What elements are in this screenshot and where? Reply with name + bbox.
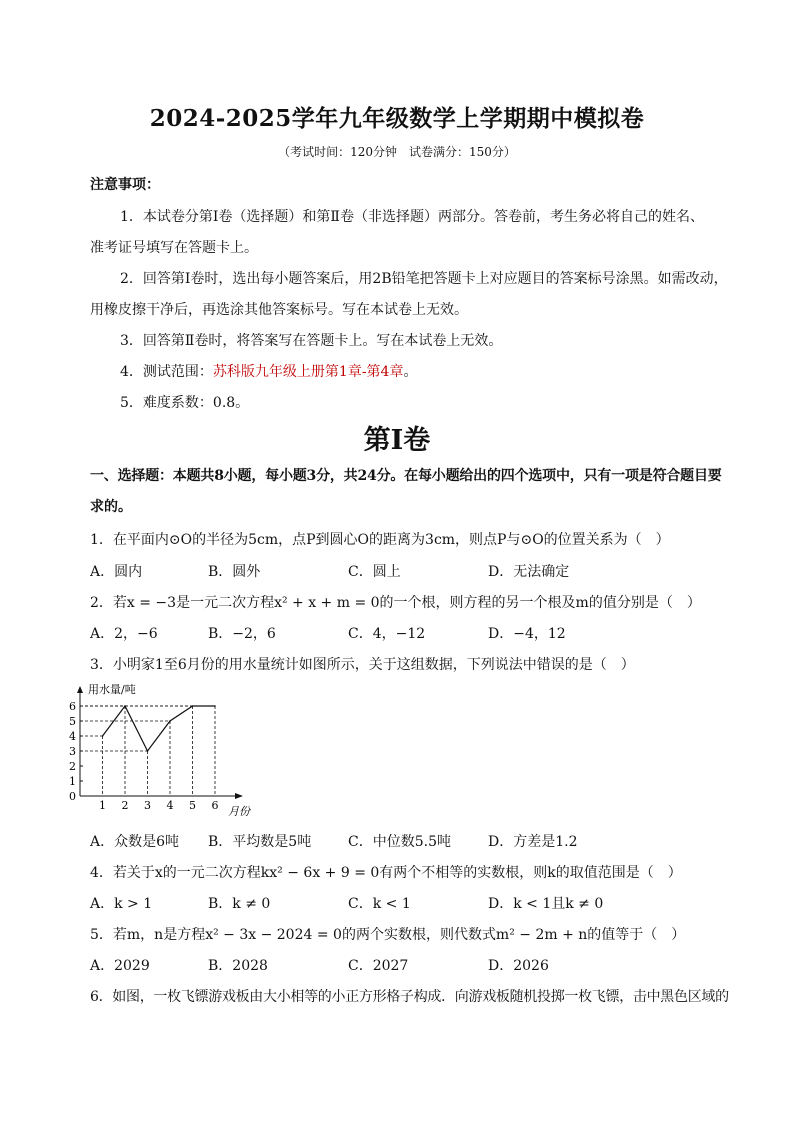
question-3-option-d: D．方差是1.2	[488, 834, 578, 850]
question-3-option-c: C．中位数5.5吨	[348, 834, 451, 850]
question-3-stem: 3．小明家1至6月份的用水量统计如图所示，关于这组数据，下列说法中错误的是（ ）	[90, 657, 635, 673]
data-point	[147, 750, 149, 752]
data-point	[214, 705, 216, 707]
question-2-option-d: D．−4，12	[488, 626, 566, 642]
y-tick-label: 2	[69, 760, 76, 773]
data-point	[124, 705, 126, 707]
y-tick-label: 4	[69, 730, 76, 743]
question-1-stem: 1．在平面内⊙O的半径为5cm，点P到圆心O的距离为3cm，则点P与⊙O的位置关系为（ ）	[90, 532, 670, 548]
question-1-option-a: A．圆内	[90, 564, 143, 580]
question-3-option-a: A．众数是6吨	[90, 834, 180, 850]
question-4-option-a: A．k > 1	[90, 896, 153, 912]
x-tick-label: 3	[144, 799, 151, 812]
y-tick-label: 6	[69, 700, 76, 713]
note-2a: 2．回答第Ⅰ卷时，选出每小题答案后，用2B铅笔把答题卡上对应题目的答案标号涂黑。如需改动，	[120, 271, 728, 287]
question-4-option-d: D．k < 1且k ≠ 0	[488, 896, 604, 912]
note-2b: 用橡皮擦干净后，再选涂其他答案标号。写在本试卷上无效。	[90, 302, 468, 318]
question-1-option-c: C．圆上	[348, 564, 401, 580]
water-usage-line	[103, 706, 216, 751]
notes-heading: 注意事项：	[90, 177, 160, 193]
y-tick-label: 1	[69, 775, 76, 788]
water-usage-chart	[68, 680, 268, 820]
note-4-prefix: 4．测试范围：	[120, 364, 213, 380]
chart-series-line	[102, 705, 216, 752]
chart-axes	[77, 686, 243, 799]
y-tick-label: 3	[69, 745, 76, 758]
question-1-option-b: B．圆外	[208, 564, 261, 580]
question-5-option-a: A．2029	[90, 958, 150, 974]
y-tick-label: 0	[69, 790, 76, 803]
data-point	[102, 735, 104, 737]
x-axis-arrow	[235, 793, 243, 799]
question-2-option-b: B．−2，6	[208, 626, 276, 642]
question-2-stem: 2．若x = −3是一元二次方程x² + x + m = 0的一个根，则方程的另一个根及m的值分别是（ ）	[90, 595, 701, 611]
x-tick-label: 4	[166, 799, 174, 812]
note-3: 3．回答第Ⅱ卷时，将答案写在答题卡上。写在本试卷上无效。	[120, 333, 503, 349]
chart-x-label: 月份	[228, 805, 250, 818]
question-4-option-b: B．k ≠ 0	[208, 896, 271, 912]
note-1b: 准考证号填写在答题卡上。	[90, 240, 258, 256]
x-tick-label: 2	[121, 799, 129, 812]
question-5-option-d: D．2026	[488, 958, 549, 974]
note-5: 5．难度系数：0.8。	[120, 395, 250, 411]
part-title: 第Ⅰ卷	[363, 425, 431, 456]
note-4-suffix: 。	[403, 364, 418, 380]
question-2-option-c: C．4，−12	[348, 626, 426, 642]
y-tick-label: 5	[69, 715, 76, 728]
question-5-stem: 5．若m，n是方程x² − 3x − 2024 = 0的两个实数根，则代数式m² − 2m + n的值等于（ ）	[90, 927, 686, 943]
x-tick-label: 5	[189, 799, 196, 812]
question-5-option-c: C．2027	[348, 958, 409, 974]
paper-title: 2024-2025学年九年级数学上学期期中模拟卷	[149, 105, 645, 132]
question-4-option-c: C．k < 1	[348, 896, 411, 912]
data-point	[169, 720, 171, 722]
note-4	[120, 361, 417, 381]
note-1a: 1．本试卷分第Ⅰ卷（选择题）和第Ⅱ卷（非选择题）两部分。答卷前，考生务必将自己的姓名、	[120, 209, 704, 225]
chart-tick-labels	[69, 700, 219, 812]
section-1-heading-a: 一、选择题：本题共8小题，每小题3分，共24分。在每小题给出的四个选项中，只有一项是符合题目要	[90, 468, 722, 484]
x-tick-label: 6	[211, 799, 219, 812]
section-1-heading-b: 求的。	[90, 499, 132, 515]
chart-y-label: 用水量/吨	[88, 683, 136, 696]
question-2-option-a: A．2，−6	[90, 626, 158, 642]
x-tick-label: 1	[99, 799, 106, 812]
question-1-option-d: D．无法确定	[488, 564, 570, 580]
question-4-stem: 4．若关于x的一元二次方程kx² − 6x + 9 = 0有两个不相等的实数根，则k的取值范围是（ ）	[90, 865, 682, 881]
data-point	[192, 705, 194, 707]
question-3-option-b: B．平均数是5吨	[208, 834, 312, 850]
test-range: 苏科版九年级上册第1章-第4章	[212, 364, 404, 380]
question-5-option-b: B．2028	[208, 958, 268, 974]
y-axis-arrow	[77, 686, 83, 693]
paper-subtitle: （考试时间：120分钟 试卷满分：150分）	[278, 145, 516, 159]
question-6-stem: 6．如图，一枚飞镖游戏板由大小相等的小正方形格子构成．向游戏板随机投掷一枚飞镖，击中黑色区域的	[90, 989, 729, 1005]
